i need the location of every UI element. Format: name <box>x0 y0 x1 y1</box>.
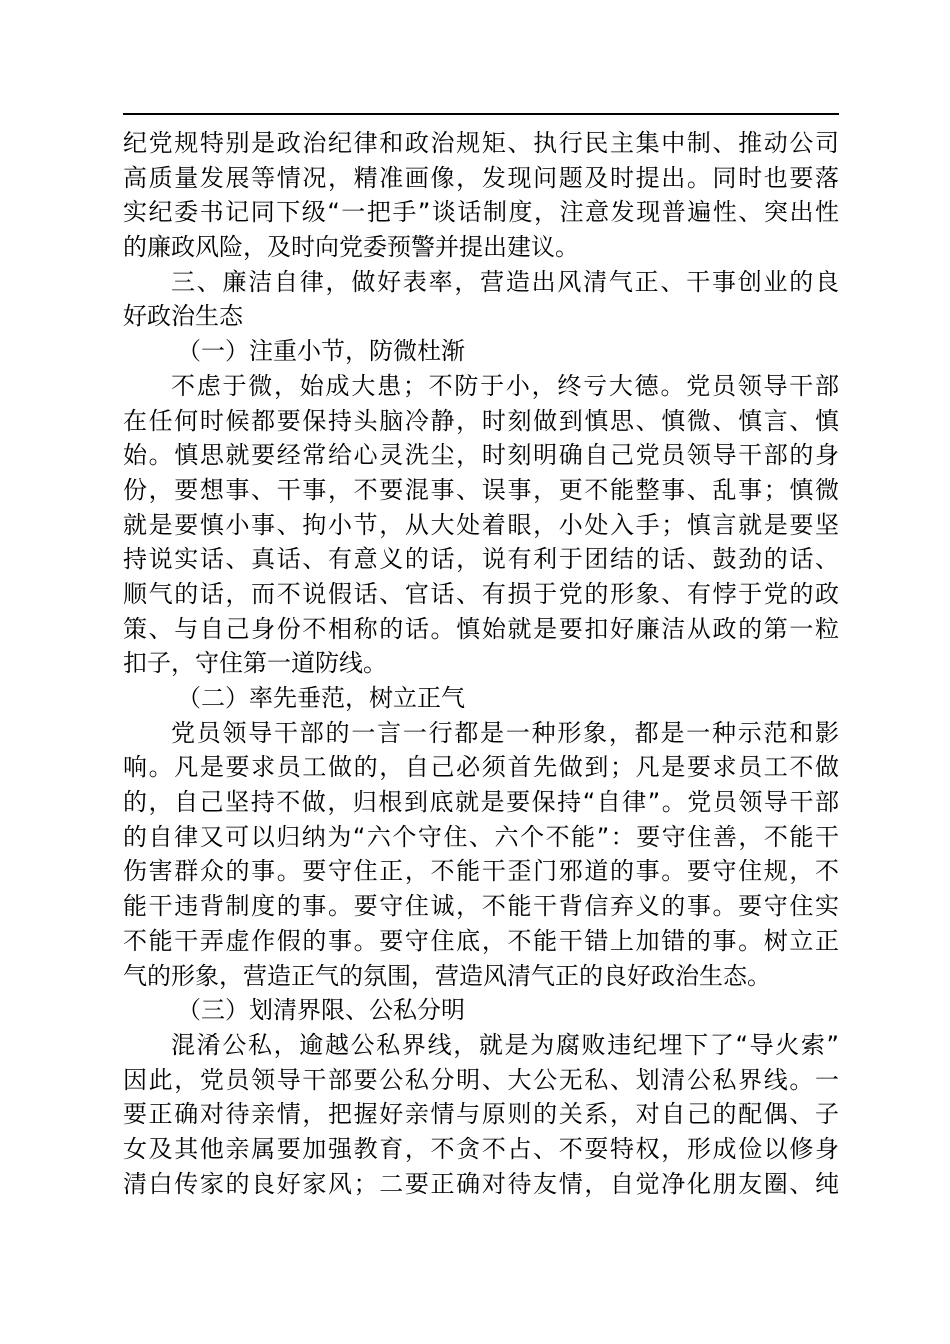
text-line: 的，自己坚持不做，归根到底就是要保持“自律”。党员领导干部 <box>123 788 839 817</box>
text-line: 响。凡是要求员工做的，自己必须首先做到；凡是要求员工不做 <box>123 753 839 782</box>
paragraph-start: 混淆公私，逾越公私界线，就是为腐败违纪埋下了“导火索” <box>171 1030 839 1059</box>
header-rule <box>123 113 839 115</box>
text-line: 能干违背制度的事。要守住诚，不能干背信弃义的事。要守住实 <box>123 892 839 921</box>
text-line: 顺气的话，而不说假话、官话、有损于党的形象、有悖于党的政 <box>123 579 839 608</box>
section-heading: 三、廉洁自律，做好表率，营造出风清气正、干事创业的良 <box>171 267 839 296</box>
text-line: 份，要想事、干事，不要混事、误事，更不能整事、乱事；慎微 <box>123 475 839 504</box>
text-line: 女及其他亲属要加强教育，不贪不占、不耍特权，形成俭以修身 <box>123 1134 839 1163</box>
text-line: 就是要慎小事、拘小节，从大处着眼，小处入手；慎言就是要坚 <box>123 510 839 539</box>
document-body <box>123 126 839 1201</box>
text-line: 的自律又可以归纳为“六个守住、六个不能”：要守住善，不能干 <box>123 822 839 851</box>
text-line: 在任何时候都要保持头脑冷静，时刻做到慎思、慎微、慎言、慎 <box>123 406 839 435</box>
subsection-heading: （一）注重小节，防微杜渐 <box>177 337 465 366</box>
text-line: 纪党规特别是政治纪律和政治规矩、执行民主集中制、推动公司 <box>123 129 839 157</box>
text-line: 不能干弄虚作假的事。要守住底，不能干错上加错的事。树立正 <box>123 926 839 955</box>
text-line: 扣子，守住第一道防线。 <box>123 649 387 678</box>
text-line: 因此，党员领导干部要公私分明、大公无私、划清公私界线。一 <box>123 1065 839 1094</box>
text-line: 清白传家的良好家风；二要正确对待友情，自觉净化朋友圈、纯 <box>123 1169 839 1198</box>
paragraph-start: 不虑于微，始成大患；不防于小，终亏大德。党员领导干部 <box>171 371 839 400</box>
paragraph-start: 党员领导干部的一言一行都是一种形象，都是一种示范和影 <box>171 718 839 747</box>
text-line: 策、与自己身份不相称的话。慎始就是要扣好廉洁从政的第一粒 <box>123 614 839 643</box>
section-heading-continued: 好政治生态 <box>123 302 243 331</box>
subsection-heading: （三）划清界限、公私分明 <box>177 996 465 1025</box>
text-line: 要正确对待亲情，把握好亲情与原则的关系，对自己的配偶、子 <box>123 1100 839 1129</box>
text-line: 持说实话、真话、有意义的话，说有利于团结的话、鼓劲的话、 <box>123 545 839 574</box>
text-line: 高质量发展等情况，精准画像，发现问题及时提出。同时也要落 <box>123 163 839 192</box>
text-line: 始。慎思就要经常给心灵洗尘，时刻明确自己党员领导干部的身 <box>123 441 839 470</box>
text-line: 的廉政风险，及时向党委预警并提出建议。 <box>123 233 579 262</box>
text-line: 伤害群众的事。要守住正，不能干歪门邪道的事。要守住规，不 <box>123 857 839 886</box>
text-line: 气的形象，营造正气的氛围，营造风清气正的良好政治生态。 <box>123 961 771 990</box>
text-line: 实纪委书记同下级“一把手”谈话制度，注意发现普遍性、突出性 <box>123 198 839 227</box>
subsection-heading: （二）率先垂范，树立正气 <box>177 684 465 712</box>
